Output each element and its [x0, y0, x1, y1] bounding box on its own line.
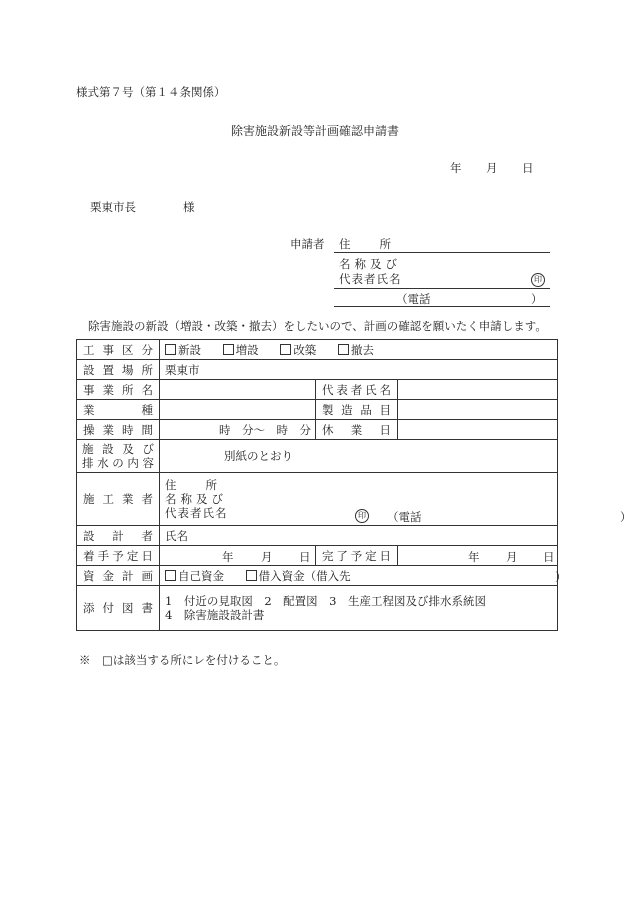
funding-close: ） — [555, 570, 567, 584]
location-label: 設置場所 — [77, 360, 160, 380]
application-table — [76, 339, 632, 631]
option-remove[interactable] — [338, 342, 374, 358]
work-type-options — [160, 340, 558, 360]
checkbox-remove[interactable] — [338, 344, 349, 355]
facility-value[interactable]: 別紙のとおり — [160, 440, 558, 473]
row-attachments — [77, 586, 558, 631]
row-industry — [77, 400, 558, 420]
contractor-name-label-2: 代表者氏名 — [165, 506, 228, 520]
applicant-phone-open: （電話 — [396, 292, 431, 306]
office-label: 事業所名 — [77, 380, 160, 400]
end-year: 年 — [468, 550, 480, 564]
footnote: ※ □は該当する所にレを付けること。 — [79, 653, 286, 667]
office-field[interactable] — [160, 380, 316, 400]
contractor-field[interactable] — [160, 473, 632, 526]
funding-field — [160, 566, 567, 586]
checkbox-loan[interactable] — [246, 570, 257, 581]
work-type-label: 工事区分 — [77, 340, 160, 360]
start-label: 着手予定日 — [77, 546, 160, 566]
row-funding — [77, 566, 558, 586]
applicant-address-underline — [334, 252, 550, 253]
addressee-name: 栗東市長 — [90, 200, 136, 214]
contractor-phone-open: （電話 — [387, 510, 422, 524]
contractor-addr-label: 住 所 — [165, 478, 219, 492]
applicant-seal-icon: 印 — [531, 273, 545, 287]
designer-field[interactable]: 氏名 — [160, 526, 558, 546]
checkbox-rebuild[interactable] — [280, 344, 291, 355]
end-day: 日 — [543, 550, 555, 564]
rep-field[interactable] — [398, 380, 558, 400]
contractor-label: 施工業者 — [77, 473, 160, 526]
date-year: 年 — [450, 161, 462, 175]
attach-line-1: 1 付近の見取図 2 配置図 3 生産工程図及び排水系統図 — [165, 594, 486, 608]
holiday-label: 休業日 — [316, 420, 398, 440]
product-label: 製造品目 — [316, 400, 398, 420]
applicant-name-label-1: 名称及び — [339, 257, 401, 271]
funding-loan-label: 借入資金（借入先 — [258, 568, 351, 583]
row-office — [77, 380, 558, 400]
intro-text: 除害施設の新設（増設・改築・撤去）をしたいので、計画の確認を願いたく申請します。 — [88, 319, 547, 333]
document-title: 除害施設新設等計画確認申請書 — [231, 124, 400, 138]
attach-line-2: 4 除害施設設計書 — [165, 608, 265, 622]
applicant-phone-close: ） — [531, 292, 543, 306]
attach-field — [160, 586, 558, 631]
row-location — [77, 360, 558, 380]
option-new-label: 新設 — [178, 342, 201, 357]
row-designer — [77, 526, 558, 546]
option-rebuild[interactable] — [280, 342, 316, 358]
checkbox-new[interactable] — [165, 344, 176, 355]
funding-loan-option[interactable] — [246, 569, 351, 583]
location-value[interactable]: 栗東市 — [160, 360, 558, 380]
rep-label: 代表者氏名 — [316, 380, 398, 400]
row-contractor — [77, 473, 558, 526]
start-year: 年 — [222, 550, 234, 564]
option-rebuild-label: 改築 — [293, 342, 317, 357]
contractor-name-label-1: 名称及び — [165, 492, 227, 506]
option-expand-label: 増設 — [235, 342, 259, 357]
checkbox-expand[interactable] — [223, 344, 234, 355]
funding-own-label: 自己資金 — [178, 568, 224, 583]
end-month: 月 — [506, 550, 518, 564]
contractor-seal-icon: 印 — [355, 509, 369, 523]
start-date-field[interactable] — [160, 546, 316, 566]
end-label: 完了予定日 — [316, 546, 398, 566]
funding-own-option[interactable] — [165, 569, 224, 583]
applicant-address-label: 住 所 — [339, 237, 393, 251]
industry-label: 業種 — [77, 400, 160, 420]
holiday-field[interactable] — [398, 420, 558, 440]
facility-label-line-1: 施設及び — [82, 442, 154, 456]
designer-label: 設計者 — [77, 526, 160, 546]
checkbox-own-funds[interactable] — [165, 570, 176, 581]
addressee-honorific: 様 — [183, 200, 195, 214]
facility-label-line-2: 排水の内容 — [82, 456, 154, 470]
option-new[interactable] — [165, 342, 201, 358]
industry-field[interactable] — [160, 400, 316, 420]
hours-label: 操業時間 — [77, 420, 160, 440]
contractor-phone-close: ） — [620, 510, 632, 524]
start-month: 月 — [261, 550, 273, 564]
applicant-name-underline — [334, 288, 550, 289]
row-work-type — [77, 340, 558, 360]
date-month: 月 — [486, 161, 498, 175]
applicant-label: 申請者 — [290, 237, 325, 251]
row-schedule — [77, 546, 558, 566]
hours-field[interactable]: 時 分〜 時 分 — [160, 420, 316, 440]
row-facility — [77, 440, 558, 473]
product-field[interactable] — [398, 400, 558, 420]
form-number: 様式第７号（第１４条関係） — [76, 85, 226, 99]
facility-label — [77, 440, 160, 473]
applicant-phone-underline — [334, 306, 550, 307]
funding-label: 資金計画 — [77, 566, 160, 586]
row-hours — [77, 420, 558, 440]
option-expand[interactable] — [223, 342, 259, 358]
date-day: 日 — [522, 161, 534, 175]
end-date-field[interactable] — [398, 546, 558, 566]
applicant-name-label-2: 代表者氏名 — [339, 272, 402, 286]
option-remove-label: 撤去 — [350, 342, 374, 357]
start-day: 日 — [299, 550, 311, 564]
attach-label: 添付図書 — [77, 586, 160, 631]
